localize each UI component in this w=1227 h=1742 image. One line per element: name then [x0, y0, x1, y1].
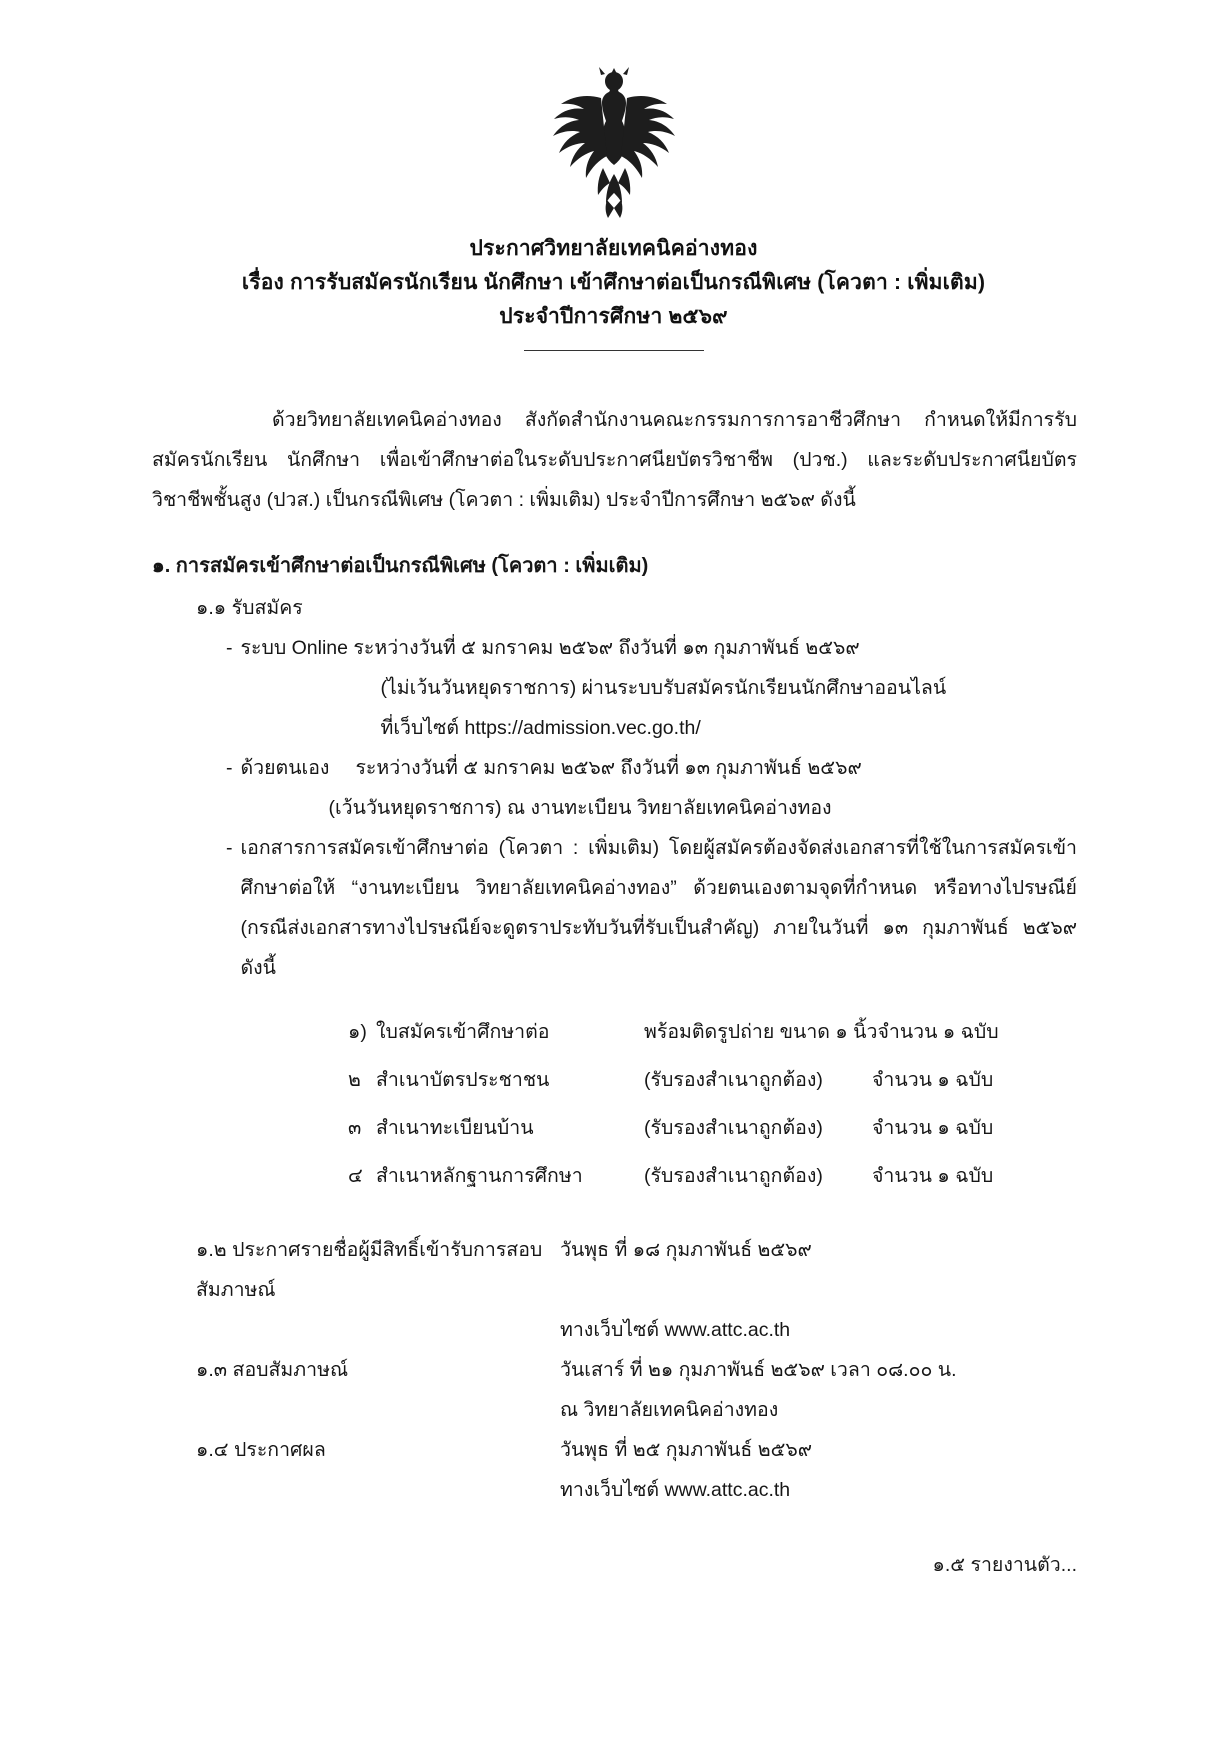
document-item-name: ใบสมัครเข้าศึกษาต่อ — [376, 1021, 550, 1043]
inperson-application-block — [226, 748, 1077, 828]
online-line-1: ระบบ Online ระหว่างวันที่ ๕ มกราคม ๒๕๖๙ ถึงวันที่ ๑๓ กุมภาพันธ์ ๒๕๖๙ — [240, 637, 860, 659]
item-1-3-row — [152, 1350, 1077, 1390]
document-item-qty: จำนวน ๑ ฉบับ — [872, 1165, 994, 1187]
documents-intro-text: เอกสารการสมัครเข้าศึกษาต่อ (โควตา : เพิ่มเติม) โดยผู้สมัครต้องจัดส่งเอกสารที่ใช้ในการสมัครเข้าศึกษาต่อให้ “งานทะเบียน วิทยาลัยเทคนิคอ่างทอง” ด้วยตนเองตามจุดที่กำหนด หรือทางไปรษณีย์ (กรณีส่งเอกสารทางไปรษณีย์จะดูตราประทับวันที่รับเป็นสำคัญ) ภายในวันที่ ๑๓ กุมภาพันธ์ ๒๕๖๙ ดังนี้ — [240, 837, 1077, 979]
online-line-2: (ไม่เว้นวันหยุดราชการ) ผ่านระบบรับสมัครนักเรียนนักศึกษาออนไลน์ — [380, 677, 947, 699]
spacer — [152, 1470, 560, 1510]
document-item-number: ๑) — [348, 1021, 367, 1043]
document-item-name: สำเนาบัตรประชาชน — [376, 1069, 550, 1091]
document-header — [0, 232, 1227, 351]
inperson-label: ด้วยตนเอง — [240, 757, 330, 779]
item-1-2-website: ทางเว็บไซต์ www.attc.ac.th — [560, 1319, 791, 1341]
item-1-2-row — [152, 1230, 1077, 1310]
documents-list — [348, 1008, 1077, 1200]
garuda-emblem — [529, 62, 699, 222]
intro-paragraph: ด้วยวิทยาลัยเทคนิคอ่างทอง สังกัดสำนักงานคณะกรรมการการอาชีวศึกษา กำหนดให้มีการรับสมัครนักเรียน นักศึกษา เพื่อเข้าศึกษาต่อในระดับประกาศนียบัตรวิชาชีพ (ปวช.) และระดับประกาศนียบัตรวิชาชีพชั้นสูง (ปวส.) เป็นกรณีพิเศษ (โควตา : เพิ่มเติม) ประจำปีการศึกษา ๒๕๖๙ ดังนี้ — [152, 409, 1077, 511]
document-item-qty: จำนวน ๑ ฉบับ — [877, 1021, 999, 1043]
header-divider — [524, 350, 704, 351]
bullet-dash-online: - — [226, 637, 233, 659]
item-1-4-row — [152, 1430, 1077, 1470]
emblem-container — [0, 62, 1227, 222]
item-1-2-label: ๑.๒ ประกาศรายชื่อผู้มีสิทธิ์เข้ารับการสอบสัมภาษณ์ — [196, 1239, 543, 1301]
document-item-qty: จำนวน ๑ ฉบับ — [872, 1069, 994, 1091]
item-1-2-value: วันพุธ ที่ ๑๘ กุมภาพันธ์ ๒๕๖๙ — [560, 1239, 812, 1261]
document-item-note: (รับรองสำเนาถูกต้อง) — [644, 1069, 823, 1091]
document-item-note: (รับรองสำเนาถูกต้อง) — [644, 1165, 823, 1187]
item-1-3-value: วันเสาร์ ที่ ๒๑ กุมภาพันธ์ ๒๕๖๙ เวลา ๐๘.๐๐ น. — [560, 1359, 957, 1381]
online-application-block — [226, 628, 1077, 748]
inperson-line-2: (เว้นวันหยุดราชการ) ณ งานทะเบียน วิทยาลัยเทคนิคอ่างทอง — [328, 797, 832, 819]
document-item-note: พร้อมติดรูปถ่าย ขนาด ๑ นิ้ว — [644, 1021, 878, 1043]
item-1-1-label: ๑.๑ รับสมัคร — [196, 597, 303, 619]
spacer — [152, 1310, 560, 1350]
item-1-3-subrow — [152, 1390, 1077, 1430]
inperson-line-1: ระหว่างวันที่ ๕ มกราคม ๒๕๖๙ ถึงวันที่ ๑๓ กุมภาพันธ์ ๒๕๖๙ — [355, 757, 862, 779]
continuation-note: ๑.๕ รายงานตัว... — [932, 1554, 1077, 1576]
item-1-3-location: ณ วิทยาลัยเทคนิคอ่างทอง — [560, 1399, 779, 1421]
document-item — [348, 1008, 1077, 1056]
document-item-note: (รับรองสำเนาถูกต้อง) — [644, 1117, 823, 1139]
header-line-1: ประกาศวิทยาลัยเทคนิคอ่างทอง — [469, 237, 758, 260]
item-1-4-website: ทางเว็บไซต์ www.attc.ac.th — [560, 1479, 791, 1501]
document-item-number: ๒ — [348, 1069, 361, 1091]
document-item — [348, 1056, 1077, 1104]
header-line-2: เรื่อง การรับสมัครนักเรียน นักศึกษา เข้าศึกษาต่อเป็นกรณีพิเศษ (โควตา : เพิ่มเติม) — [241, 271, 986, 294]
item-1-4-label: ๑.๔ ประกาศผล — [196, 1439, 326, 1461]
spacer — [152, 1390, 560, 1430]
documents-intro-block — [226, 828, 1077, 988]
online-line-3: ที่เว็บไซต์ https://admission.vec.go.th/ — [380, 717, 701, 739]
document-item-number: ๔ — [348, 1165, 363, 1187]
item-1-4-subrow — [152, 1470, 1077, 1510]
item-1-4-value: วันพุธ ที่ ๒๕ กุมภาพันธ์ ๒๕๖๙ — [560, 1439, 812, 1461]
item-1-3-label: ๑.๓ สอบสัมภาษณ์ — [196, 1359, 349, 1381]
document-item-qty: จำนวน ๑ ฉบับ — [872, 1117, 994, 1139]
header-line-3: ประจำปีการศึกษา ๒๕๖๙ — [499, 305, 728, 328]
document-item-name: สำเนาหลักฐานการศึกษา — [376, 1165, 583, 1187]
schedule-list — [152, 1230, 1077, 1510]
bullet-dash-documents: - — [226, 837, 233, 859]
bullet-dash-inperson: - — [226, 757, 233, 779]
document-item — [348, 1152, 1077, 1200]
document-item-number: ๓ — [348, 1117, 362, 1139]
section-1-title: ๑. การสมัครเข้าศึกษาต่อเป็นกรณีพิเศษ (โควตา : เพิ่มเติม) — [152, 555, 649, 577]
document-body — [152, 400, 1077, 1510]
document-item — [348, 1104, 1077, 1152]
item-1-2-subrow — [152, 1310, 1077, 1350]
document-item-name: สำเนาทะเบียนบ้าน — [376, 1117, 534, 1139]
